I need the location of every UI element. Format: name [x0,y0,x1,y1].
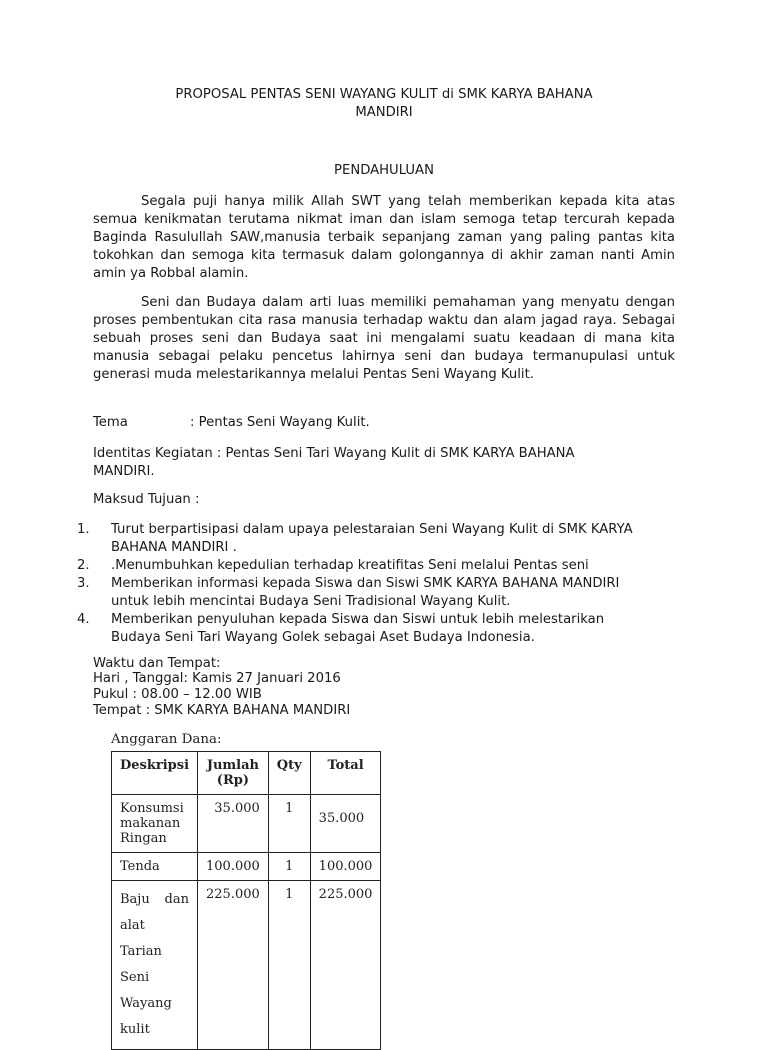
cell-qty: 1 [268,795,310,853]
waktu-tempat: Tempat : SMK KARYA BAHANA MANDIRI [93,703,351,718]
cell-qty: 1 [268,853,310,881]
cell-qty: 1 [268,881,310,1050]
waktu-label: Waktu dan Tempat: [93,656,221,671]
cell-desc: Konsumsi makanan Ringan [112,795,198,853]
header-qty: Qty [268,752,310,795]
list-item [77,557,675,575]
list-item [77,575,675,611]
list-item-text: untuk lebih mencintai Budaya Seni Tradisional Wayang Kulit. [111,594,511,609]
tema-value: : Pentas Seni Wayang Kulit. [190,415,370,430]
list-item-text: Memberikan informasi kepada Siswa dan Siswi SMK KARYA BAHANA MANDIRI [111,576,620,591]
tujuan-list [77,521,675,647]
cell-desc-line-1: Baju dan alat Tarian Seni [120,892,190,985]
waktu-pukul: Pukul : 08.00 – 12.00 WIB [93,687,262,702]
table-header-row [112,752,381,795]
list-number: 1. [77,522,90,537]
list-number: 2. [77,558,90,573]
cell-total: 35.000 [310,795,381,853]
paragraph-2: Seni dan Budaya dalam arti luas memiliki pemahaman yang menyatu dengan proses pembentukan cita rasa manusia terhadap waktu dan alam jagad raya. Sebagai sebuah proses seni dan Budaya saat ini mengalami suatu keadaan di mana kita manusia sebagai pelaku pencetus lahirnya seni dan budaya termanupulasi untuk generasi muda melestarikannya melalui Pentas Seni Wayang Kulit. [93,295,675,382]
list-item-text: Memberikan penyuluhan kepada Siswa dan Siswi untuk lebih melestarikan [111,612,605,627]
document-title [93,86,675,122]
anggaran-table [111,751,381,1050]
cell-total: 100.000 [310,853,381,881]
title-line-1: PROPOSAL PENTAS SENI WAYANG KULIT di SMK KARYA BAHANA [175,87,593,102]
tema-label: Tema [93,415,128,430]
waktu-tanggal: Hari , Tanggal: Kamis 27 Januari 2016 [93,671,341,686]
maksud-tujuan-label: Maksud Tujuan : [93,492,200,507]
cell-total: 225.000 [310,881,381,1050]
header-jumlah: Jumlah (Rp) [198,752,269,795]
anggaran-label: Anggaran Dana: [111,732,222,747]
identitas-line-1: Identitas Kegiatan : Pentas Seni Tari Wayang Kulit di SMK KARYA BAHANA [93,446,575,461]
tema-line [93,414,370,432]
section-heading: PENDAHULUAN [334,163,434,178]
list-item [77,611,675,647]
table-row [112,881,381,1050]
table-row [112,853,381,881]
title-line-2: MANDIRI [355,105,413,120]
cell-desc-line-2: Wayang kulit [120,996,172,1037]
cell-desc: Tenda [112,853,198,881]
list-number: 4. [77,612,90,627]
list-item-text: Budaya Seni Tari Wayang Golek sebagai Aset Budaya Indonesia. [111,630,535,645]
cell-desc [112,881,198,1050]
cell-jumlah: 35.000 [198,795,269,853]
cell-jumlah: 225.000 [198,881,269,1050]
list-item [77,521,675,557]
header-total: Total [310,752,381,795]
header-deskripsi: Deskripsi [112,752,198,795]
list-number: 3. [77,576,90,591]
cell-jumlah: 100.000 [198,853,269,881]
identitas-line-2: MANDIRI. [93,464,155,479]
list-item-text: BAHANA MANDIRI . [111,540,237,555]
list-item-text: Turut berpartisipasi dalam upaya pelestaraian Seni Wayang Kulit di SMK KARYA [111,522,633,537]
paragraph-1: Segala puji hanya milik Allah SWT yang telah memberikan kepada kita atas semua kenikmatan terutama nikmat iman dan islam semoga tetap tercurah kepada Baginda Rasulullah SAW,manusia terbaik sepanjang zaman yang paling pantas kita tokohkan dan semoga kita termasuk dalam golongannya di akhir zaman nanti Amin amin ya Robbal alamin. [93,194,675,281]
list-item-text: .Menumbuhkan kepedulian terhadap kreatifitas Seni melalui Pentas seni [111,558,589,573]
table-row [112,795,381,853]
